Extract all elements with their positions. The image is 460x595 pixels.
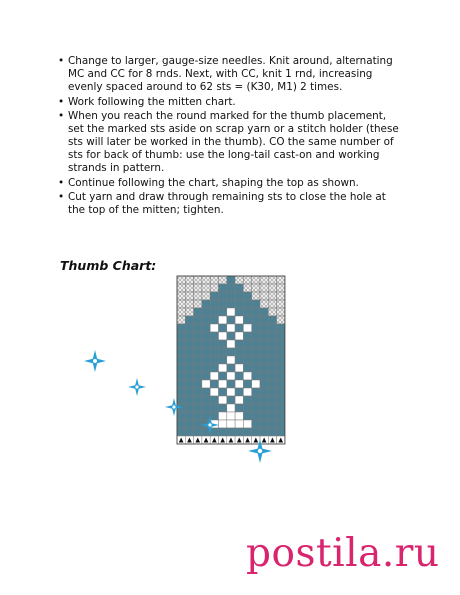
chart-cell-contrast <box>243 372 251 380</box>
chart-cell-main <box>202 364 210 372</box>
chart-cell-main <box>210 340 218 348</box>
chart-cell-main <box>252 316 260 324</box>
chart-cell-main <box>185 356 193 364</box>
chart-cell-contrast <box>219 396 227 404</box>
chart-cell-main <box>243 300 251 308</box>
chart-cell-no-stitch <box>260 276 268 284</box>
chart-cell-main <box>235 404 243 412</box>
chart-cell-contrast <box>235 396 243 404</box>
chart-cell-main <box>185 404 193 412</box>
chart-cell-main <box>235 292 243 300</box>
chart-cell-contrast <box>243 324 251 332</box>
chart-cell-main <box>260 380 268 388</box>
chart-cell-main <box>227 364 235 372</box>
chart-cell-main <box>235 340 243 348</box>
chart-cell-contrast <box>219 380 227 388</box>
chart-cell-main <box>268 396 276 404</box>
chart-cell-no-stitch <box>194 276 202 284</box>
chart-cell-main <box>202 388 210 396</box>
chart-cell-no-stitch <box>243 276 251 284</box>
chart-cell-main <box>243 428 251 436</box>
chart-cell-main <box>268 404 276 412</box>
chart-cell-main <box>177 428 185 436</box>
chart-cell-no-stitch <box>210 276 218 284</box>
chart-cell-main <box>210 292 218 300</box>
chart-cell-main <box>177 332 185 340</box>
chart-cell-main <box>210 380 218 388</box>
chart-cell-main <box>277 324 285 332</box>
chart-cell-main <box>219 300 227 308</box>
chart-cell-main <box>243 348 251 356</box>
chart-cell-main <box>277 396 285 404</box>
chart-cell-main <box>219 404 227 412</box>
chart-cell-main <box>268 364 276 372</box>
instruction-item: • Change to larger, gauge-size needles. Knit around, alternating MC and CC for 8 rnds. Next, with CC, knit 1 rnd, increasing evenly spaced around to 62 sts = (K30, M1) 2 times. <box>58 55 403 94</box>
chart-cell-main <box>194 372 202 380</box>
chart-cell-main <box>194 356 202 364</box>
chart-cell-main <box>177 348 185 356</box>
chart-cell-main <box>252 324 260 332</box>
chart-cell-main <box>185 340 193 348</box>
chart-cell-main <box>260 404 268 412</box>
chart-cell-main <box>277 348 285 356</box>
chart-cell-no-stitch <box>252 284 260 292</box>
chart-cell-no-stitch <box>268 300 276 308</box>
chart-cell-contrast <box>227 404 235 412</box>
chart-cell-no-stitch <box>194 284 202 292</box>
chart-cell-main <box>243 316 251 324</box>
chart-cell-no-stitch <box>260 300 268 308</box>
chart-cell-main <box>277 420 285 428</box>
chart-cell-main <box>219 324 227 332</box>
chart-cell-contrast <box>227 388 235 396</box>
chart-cell-no-stitch <box>252 276 260 284</box>
chart-cell-main <box>202 324 210 332</box>
chart-cell-contrast <box>202 380 210 388</box>
chart-cell-main <box>202 316 210 324</box>
chart-cell-main <box>219 292 227 300</box>
chart-cell-main <box>252 364 260 372</box>
chart-cell-main <box>210 364 218 372</box>
sparkle-icon <box>128 378 146 400</box>
chart-cell-main <box>219 372 227 380</box>
chart-cell-main <box>260 308 268 316</box>
chart-cell-main <box>277 340 285 348</box>
chart-cell-main <box>227 316 235 324</box>
chart-cell-contrast <box>227 356 235 364</box>
chart-cell-no-stitch <box>277 308 285 316</box>
chart-cell-main <box>194 404 202 412</box>
chart-cell-main <box>227 300 235 308</box>
chart-cell-main <box>260 396 268 404</box>
chart-cell-contrast <box>235 332 243 340</box>
chart-cell-main <box>185 372 193 380</box>
chart-cell-main <box>277 380 285 388</box>
chart-cell-main <box>235 284 243 292</box>
chart-cell-no-stitch <box>268 308 276 316</box>
chart-cell-main <box>235 324 243 332</box>
chart-cell-main <box>252 404 260 412</box>
chart-cell-main <box>252 420 260 428</box>
chart-cell-contrast <box>219 332 227 340</box>
chart-cell-contrast <box>227 340 235 348</box>
chart-cell-contrast <box>219 364 227 372</box>
chart-cell-main <box>268 324 276 332</box>
chart-cell-main <box>252 412 260 420</box>
chart-cell-main <box>194 340 202 348</box>
chart-cell-main <box>260 356 268 364</box>
chart-cell-main <box>227 348 235 356</box>
chart-cell-contrast <box>243 420 251 428</box>
chart-cell-main <box>202 396 210 404</box>
chart-cell-contrast <box>235 316 243 324</box>
chart-cell-main <box>210 300 218 308</box>
chart-cell-main <box>194 308 202 316</box>
chart-cell-main <box>243 396 251 404</box>
chart-cell-main <box>202 340 210 348</box>
chart-cell-no-stitch <box>235 276 243 284</box>
chart-cell-main <box>227 428 235 436</box>
chart-cell-no-stitch <box>277 316 285 324</box>
chart-cell-no-stitch <box>177 276 185 284</box>
chart-cell-main <box>260 348 268 356</box>
chart-cell-main <box>227 380 235 388</box>
chart-cell-main <box>268 332 276 340</box>
chart-cell-main <box>177 356 185 364</box>
chart-cell-no-stitch <box>177 300 185 308</box>
chart-cell-contrast <box>227 420 235 428</box>
chart-cell-main <box>194 364 202 372</box>
sparkle-icon <box>84 350 106 376</box>
chart-cell-main <box>227 292 235 300</box>
chart-cell-no-stitch <box>277 292 285 300</box>
chart-cell-main <box>210 396 218 404</box>
chart-cell-main <box>194 380 202 388</box>
chart-cell-contrast <box>243 388 251 396</box>
watermark-logo: postila.ru <box>246 531 440 576</box>
chart-cell-main <box>227 332 235 340</box>
chart-cell-contrast <box>227 412 235 420</box>
chart-cell-main <box>194 348 202 356</box>
chart-cell-main <box>235 348 243 356</box>
chart-cell-main <box>260 412 268 420</box>
chart-cell-main <box>219 284 227 292</box>
chart-cell-main <box>277 332 285 340</box>
chart-cell-main <box>202 308 210 316</box>
chart-cell-main <box>194 324 202 332</box>
chart-cell-no-stitch <box>202 276 210 284</box>
chart-cell-contrast <box>227 372 235 380</box>
chart-cell-no-stitch <box>185 284 193 292</box>
chart-cell-main <box>277 404 285 412</box>
chart-cell-main <box>219 356 227 364</box>
chart-cell-main <box>268 428 276 436</box>
chart-cell-no-stitch <box>185 292 193 300</box>
chart-cell-main <box>202 332 210 340</box>
chart-cell-main <box>210 404 218 412</box>
chart-cell-main <box>235 372 243 380</box>
chart-cell-contrast <box>235 420 243 428</box>
chart-cell-contrast <box>210 324 218 332</box>
chart-cell-main <box>194 388 202 396</box>
chart-cell-main <box>185 412 193 420</box>
chart-cell-no-stitch <box>185 308 193 316</box>
chart-cell-main <box>252 388 260 396</box>
chart-cell-main <box>235 308 243 316</box>
chart-cell-no-stitch <box>177 292 185 300</box>
chart-cell-main <box>252 340 260 348</box>
chart-cell-no-stitch <box>202 284 210 292</box>
chart-cell-main <box>185 332 193 340</box>
chart-cell-main <box>268 372 276 380</box>
chart-cell-main <box>260 388 268 396</box>
chart-cell-main <box>202 404 210 412</box>
chart-cell-no-stitch <box>194 292 202 300</box>
chart-cell-main <box>210 332 218 340</box>
chart-cell-no-stitch <box>243 284 251 292</box>
chart-cell-main <box>185 348 193 356</box>
instruction-item: • Work following the mitten chart. <box>58 96 403 109</box>
chart-cell-main <box>202 372 210 380</box>
chart-cell-no-stitch <box>252 292 260 300</box>
chart-cell-main <box>177 364 185 372</box>
chart-cell-main <box>177 420 185 428</box>
chart-cell-main <box>260 364 268 372</box>
chart-cell-contrast <box>210 388 218 396</box>
chart-cell-main <box>219 348 227 356</box>
chart-cell-main <box>252 308 260 316</box>
chart-cell-main <box>260 340 268 348</box>
chart-cell-main <box>194 316 202 324</box>
chart-cell-contrast <box>252 380 260 388</box>
chart-cell-no-stitch <box>210 284 218 292</box>
chart-cell-main <box>235 356 243 364</box>
chart-cell-main <box>268 388 276 396</box>
chart-cell-no-stitch <box>185 300 193 308</box>
chart-cell-contrast <box>219 412 227 420</box>
chart-title: Thumb Chart: <box>60 258 157 273</box>
chart-cell-main <box>268 420 276 428</box>
chart-cell-main <box>260 324 268 332</box>
chart-cell-main <box>277 364 285 372</box>
chart-cell-no-stitch <box>277 284 285 292</box>
chart-cell-main <box>268 356 276 364</box>
chart-cell-main <box>277 372 285 380</box>
chart-cell-main <box>260 316 268 324</box>
chart-cell-main <box>260 332 268 340</box>
chart-cell-main <box>210 308 218 316</box>
chart-cell-main <box>252 428 260 436</box>
chart-cell-main <box>219 428 227 436</box>
chart-cell-no-stitch <box>177 308 185 316</box>
instruction-item: • When you reach the round marked for the thumb placement, set the marked sts aside on scrap yarn or a stitch holder (these sts will later be worked in the thumb). CO the same number of sts for back of thumb: use the long-tail cast-on and working strands in pattern. <box>58 110 403 175</box>
chart-cell-main <box>185 396 193 404</box>
chart-cell-main <box>202 348 210 356</box>
instruction-item: • Cut yarn and draw through remaining sts to close the hole at the top of the mitten; tighten. <box>58 191 403 217</box>
chart-cell-main <box>243 332 251 340</box>
chart-cell-main <box>210 356 218 364</box>
chart-cell-main <box>243 340 251 348</box>
chart-cell-main <box>227 284 235 292</box>
chart-cell-main <box>268 348 276 356</box>
chart-cell-main <box>252 372 260 380</box>
chart-cell-main <box>260 420 268 428</box>
chart-cell-main <box>252 300 260 308</box>
instruction-item: • Continue following the chart, shaping the top as shown. <box>58 177 403 190</box>
chart-cell-main <box>177 324 185 332</box>
sparkle-icon <box>248 439 272 467</box>
chart-cell-main <box>202 356 210 364</box>
chart-cell-no-stitch <box>194 300 202 308</box>
sparkle-icon <box>165 398 183 420</box>
chart-cell-main <box>227 276 235 284</box>
chart-cell-contrast <box>235 380 243 388</box>
chart-cell-no-stitch <box>185 276 193 284</box>
chart-cell-main <box>219 308 227 316</box>
chart-cell-main <box>268 380 276 388</box>
chart-cell-main <box>185 324 193 332</box>
chart-cell-contrast <box>219 420 227 428</box>
chart-cell-main <box>243 308 251 316</box>
chart-cell-contrast <box>235 412 243 420</box>
chart-cell-main <box>219 340 227 348</box>
chart-cell-main <box>227 396 235 404</box>
chart-cell-no-stitch <box>268 292 276 300</box>
chart-cell-no-stitch <box>260 292 268 300</box>
chart-cell-main <box>185 420 193 428</box>
sparkle-icon <box>201 416 219 438</box>
chart-cell-main <box>210 316 218 324</box>
chart-cell-main <box>260 428 268 436</box>
chart-cell-main <box>185 364 193 372</box>
chart-cell-no-stitch <box>268 276 276 284</box>
chart-cell-main <box>219 388 227 396</box>
chart-cell-main <box>252 348 260 356</box>
chart-cell-main <box>268 316 276 324</box>
chart-cell-main <box>194 396 202 404</box>
chart-cell-main <box>277 428 285 436</box>
chart-cell-main <box>260 372 268 380</box>
chart-cell-main <box>185 388 193 396</box>
chart-cell-main <box>252 396 260 404</box>
chart-cell-no-stitch <box>202 292 210 300</box>
chart-cell-main <box>268 340 276 348</box>
chart-cell-main <box>185 380 193 388</box>
chart-cell-contrast <box>227 308 235 316</box>
chart-cell-main <box>194 332 202 340</box>
chart-cell-no-stitch <box>177 316 185 324</box>
chart-cell-main <box>277 412 285 420</box>
chart-cell-no-stitch <box>177 284 185 292</box>
chart-cell-main <box>235 300 243 308</box>
chart-cell-main <box>202 300 210 308</box>
chart-cell-main <box>243 356 251 364</box>
chart-cell-contrast <box>235 364 243 372</box>
chart-cell-contrast <box>219 316 227 324</box>
chart-cell-main <box>243 364 251 372</box>
chart-cell-main <box>235 428 243 436</box>
chart-cell-main <box>177 340 185 348</box>
chart-cell-no-stitch <box>277 276 285 284</box>
chart-cell-main <box>277 356 285 364</box>
chart-cell-main <box>177 372 185 380</box>
chart-cell-main <box>177 380 185 388</box>
chart-cell-main <box>243 404 251 412</box>
chart-cell-main <box>235 388 243 396</box>
chart-cell-contrast <box>210 372 218 380</box>
chart-cell-main <box>243 380 251 388</box>
chart-cell-main <box>243 292 251 300</box>
chart-cell-no-stitch <box>268 284 276 292</box>
chart-cell-main <box>277 388 285 396</box>
chart-cell-main <box>252 332 260 340</box>
chart-cell-contrast <box>227 324 235 332</box>
chart-cell-no-stitch <box>260 284 268 292</box>
chart-cell-main <box>185 428 193 436</box>
chart-cell-main <box>177 388 185 396</box>
chart-cell-no-stitch <box>277 300 285 308</box>
chart-cell-main <box>252 356 260 364</box>
chart-cell-main <box>185 316 193 324</box>
chart-cell-main <box>268 412 276 420</box>
chart-cell-main <box>243 412 251 420</box>
chart-cell-no-stitch <box>219 276 227 284</box>
chart-cell-main <box>210 348 218 356</box>
